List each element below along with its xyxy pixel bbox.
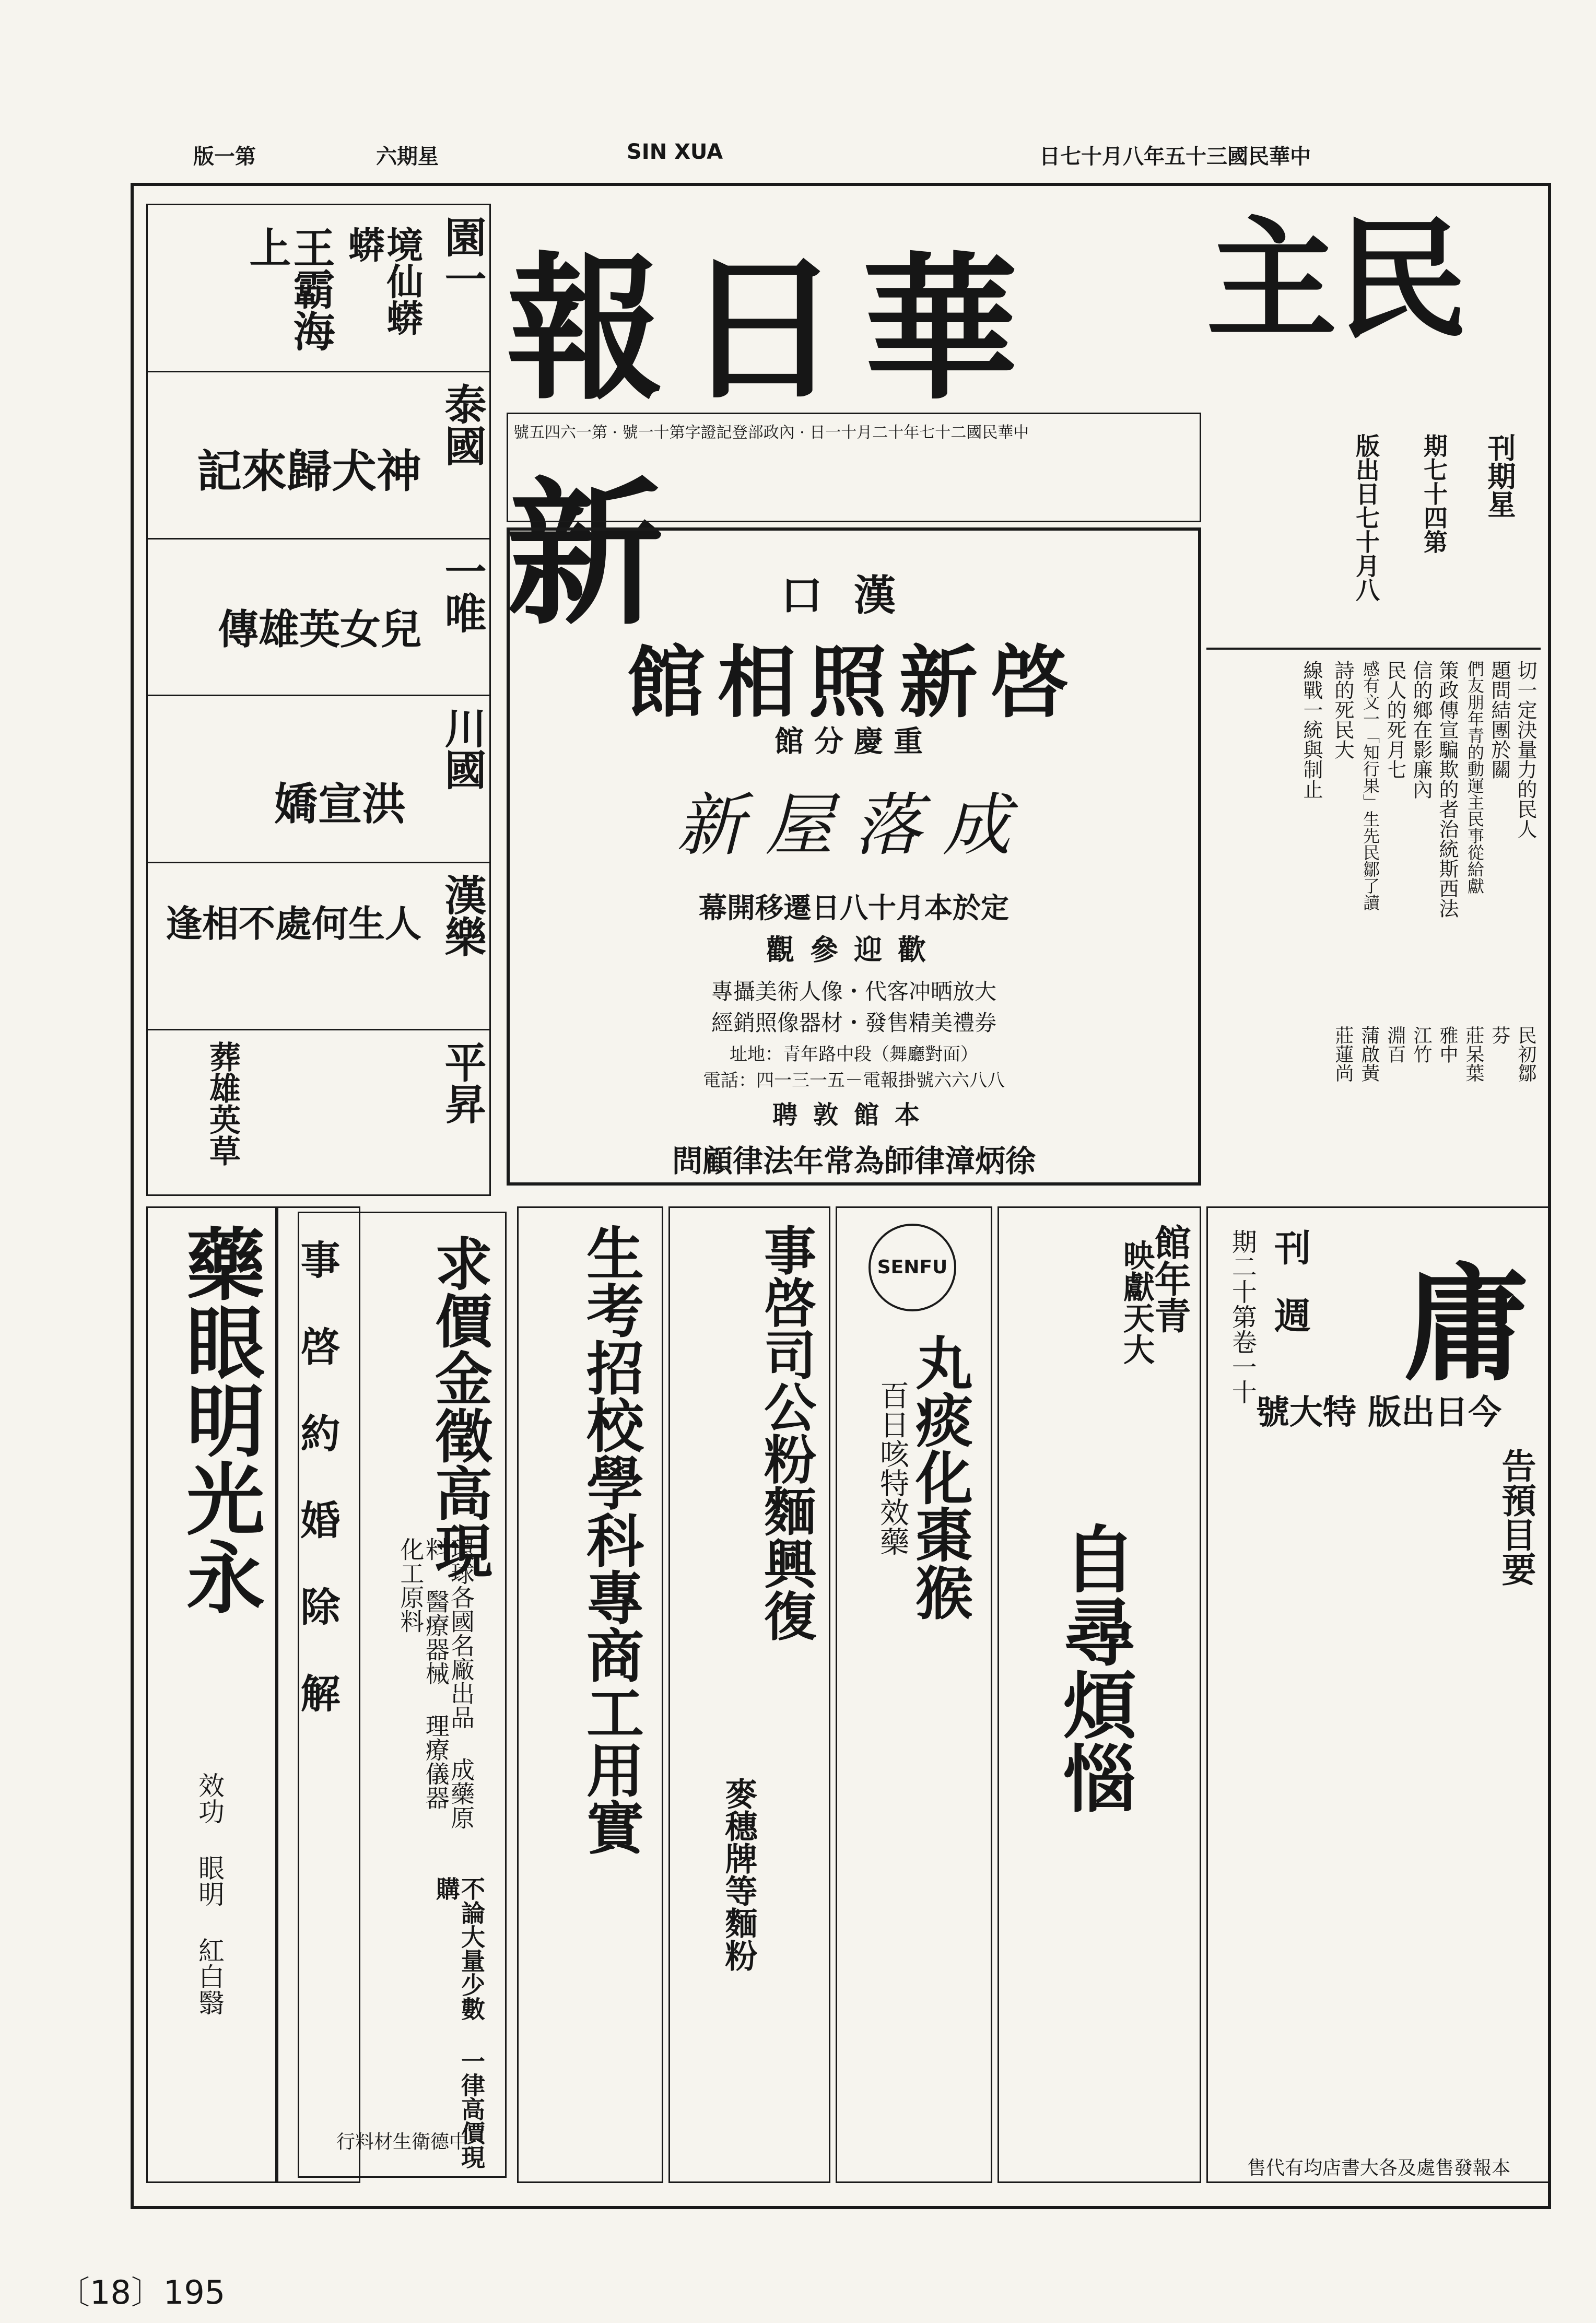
ad-gold-buying: 求價金徵高現 環球各國名廠出品 成藥原料 醫療器械 理療儀器 化工原料 不論大量少數 一律高價現購 行料材生衛德中 bbox=[298, 1212, 507, 2178]
lawyer-notice: 問顧律法年常為師律漳炳徐 bbox=[672, 1143, 1036, 1179]
listing-3: 川國 嬌宣洪 bbox=[148, 696, 489, 863]
issue: 期七十四第 bbox=[1420, 433, 1448, 554]
ad-flour: 事啓司公粉麵興復 麥穗牌等麵粉 bbox=[668, 1206, 830, 2183]
listing-1: 泰國 記來歸犬神 bbox=[148, 372, 489, 539]
ad-cough-pills: SENFU 丸痰化棗猴 百日咳特效藥 bbox=[836, 1206, 992, 2183]
studio-name: 館相照新啓 bbox=[626, 637, 1081, 729]
listing-2: 一唯 傳雄英女兒 bbox=[148, 539, 489, 696]
ad-weekly: 庸 刊週 期二十第卷一十 號大特 版出日今 告預目要 售代有均店書大各及處售發報本 bbox=[1206, 1206, 1551, 2183]
frequency: 刊期星 bbox=[1483, 433, 1517, 518]
center-ad: 口漢 館相照新啓 館分慶重 新屋落成 幕開移遷日八十月本於定 觀參迎歡 專攝美術人像・代客冲晒放大 經銷照像器材・發售精美禮券 址地：青年路中段（舞廳對面） 電話：四一三一五－電報掛號六六八八 聘敦館本 問顧律法年常為師律漳炳徐 bbox=[507, 527, 1201, 1186]
brand-logo: SENFU bbox=[869, 1224, 956, 1311]
contents: 切一定決量力的民人 題問結團於關 們友朋年青的動運主民事從給獻 策政傳宣騙欺的者治統斯西法 信的鄉在影廉內 民人的死月七 感有文一「知行果」生先民鄒了讀 詩的死民大 線戰一統與制止 民初鄒 芬 莊呆葉 雅中 江竹 淵百 蒲啟黃 莊蓮尚 bbox=[1206, 648, 1541, 1182]
ad-eye-medicine: 藥眼明光永 效功 眼明 紅白翳 bbox=[146, 1206, 277, 2183]
masthead-title: 報日華新 bbox=[507, 237, 1039, 646]
listing-5: 平昇 葬雄英草 bbox=[204, 1041, 487, 1166]
weekday: 六期星 bbox=[376, 145, 439, 169]
listing-0: 園一 王霸海上 境仙蟒蟒 bbox=[148, 205, 489, 372]
release: 版出日七十月八 bbox=[1352, 433, 1380, 602]
romanized-title: SIN XUA bbox=[627, 140, 723, 164]
footer-page-number: 〔18〕195 bbox=[57, 2273, 226, 2312]
ad-cinema: 館年青 映獻天大 自尋煩惱 bbox=[997, 1206, 1201, 2183]
sidebar-top bbox=[1206, 203, 1541, 1186]
date: 日七十月八年五十三國民華中 bbox=[1039, 145, 1311, 169]
issue-line: 號五四六一第 · 號一十第字證記登部政內 · 日一十月二十年七十二國民華中 bbox=[507, 413, 1201, 522]
calligraphy: 新屋落成 bbox=[676, 785, 1031, 865]
sidebar-title: 主民 bbox=[1206, 203, 1468, 356]
listing-4: 漢樂 逢相不處何生人 bbox=[148, 863, 489, 1030]
ad-school: 生考招校學科專商工用實 bbox=[517, 1206, 663, 2183]
left-column bbox=[146, 204, 491, 1196]
ad-engagement: 事啓約婚除解 bbox=[277, 1206, 360, 2183]
page-number: 版一第 bbox=[193, 145, 256, 169]
